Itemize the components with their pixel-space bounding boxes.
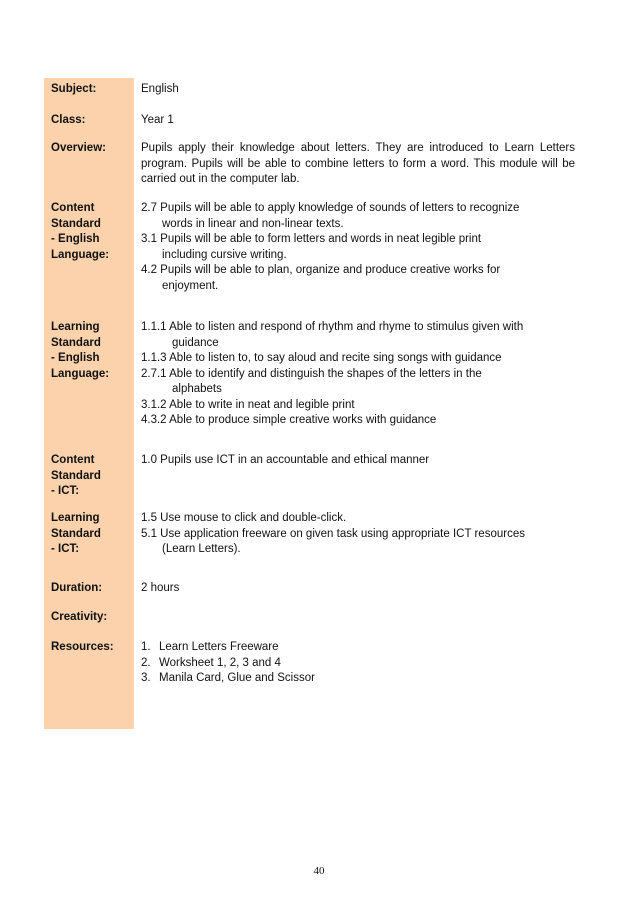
list-item [141,671,575,687]
subject-label: Subject: [51,83,97,95]
learning-english-line: 1.1.1 Able to listen and respond of rhythm and rhyme to stimulus given with [141,321,524,333]
resources-list [141,640,575,687]
list-item-number: 3. [141,672,151,684]
list-item-number: 2. [141,656,151,669]
content-standard-ict-value: 1.0 Pupils use ICT in an accountable and ethical manner [141,454,430,466]
learning-ict-line: (Learn Letters). [162,543,241,555]
learning-english-line: 4.3.2 Able to produce simple creative works with guidance [141,414,437,426]
class-value: Year 1 [141,114,174,126]
learning-english-line: 3.1.2 Able to write in neat and legible print [141,398,355,411]
page-number: 40 [313,865,325,877]
learning-english-line: 1.1.3 Able to listen to, to say aloud and recite sing songs with guidance [141,352,502,364]
list-item-number: 1. [141,641,151,653]
list-item-text: Manila Card, Glue and Scissor [159,672,315,684]
list-item-text: Learn Letters Freeware [159,641,279,653]
learning-ict-line: 1.5 Use mouse to click and double-click. [141,512,347,524]
learning-standard-english-label: Learning Standard - English Language: [51,321,110,380]
creativity-label: Creativity: [51,611,108,623]
list-item [141,656,575,672]
content-english-line: 4.2 Pupils will be able to plan, organize and produce creative works for [141,264,501,276]
content-standard-english-value [141,201,575,294]
content-english-line: words in linear and non-linear texts. [162,217,344,230]
duration-label: Duration: [51,582,103,594]
learning-standard-ict-label: Learning Standard - ICT: [51,512,101,555]
content-english-line: enjoyment. [162,279,219,292]
class-label: Class: [51,114,86,126]
overview-label: Overview: [51,142,106,154]
duration-value: 2 hours [141,582,180,594]
label-column-background [44,78,134,729]
content-english-line: including cursive writing. [162,248,287,261]
content-standard-ict-label: Content Standard - ICT: [51,454,101,497]
resources-label: Resources: [51,641,114,653]
list-item [141,640,575,656]
content-english-line: 3.1 Pupils will be able to form letters and words in neat legible print [141,233,482,245]
learning-ict-line: 5.1 Use application freeware on given task using appropriate ICT resources [141,527,525,540]
learning-standard-english-value [141,320,575,429]
list-item-text: Worksheet 1, 2, 3 and 4 [159,656,281,669]
learning-standard-ict-value [141,511,575,558]
overview-value: Pupils apply their knowledge about letters. They are introduced to Learn Letters program. Pupils will be able to combine letters to form a word. This module will be carried out in the computer lab. [141,142,575,185]
subject-value: English [141,83,179,95]
learning-english-line: 2.7.1 Able to identify and distinguish the shapes of the letters in the [141,367,482,380]
content-standard-english-label: Content Standard - English Language: [51,202,110,261]
content-english-line: 2.7 Pupils will be able to apply knowledge of sounds of letters to recognize [141,202,520,214]
learning-english-line: guidance [172,336,219,349]
learning-english-line: alphabets [172,383,222,395]
